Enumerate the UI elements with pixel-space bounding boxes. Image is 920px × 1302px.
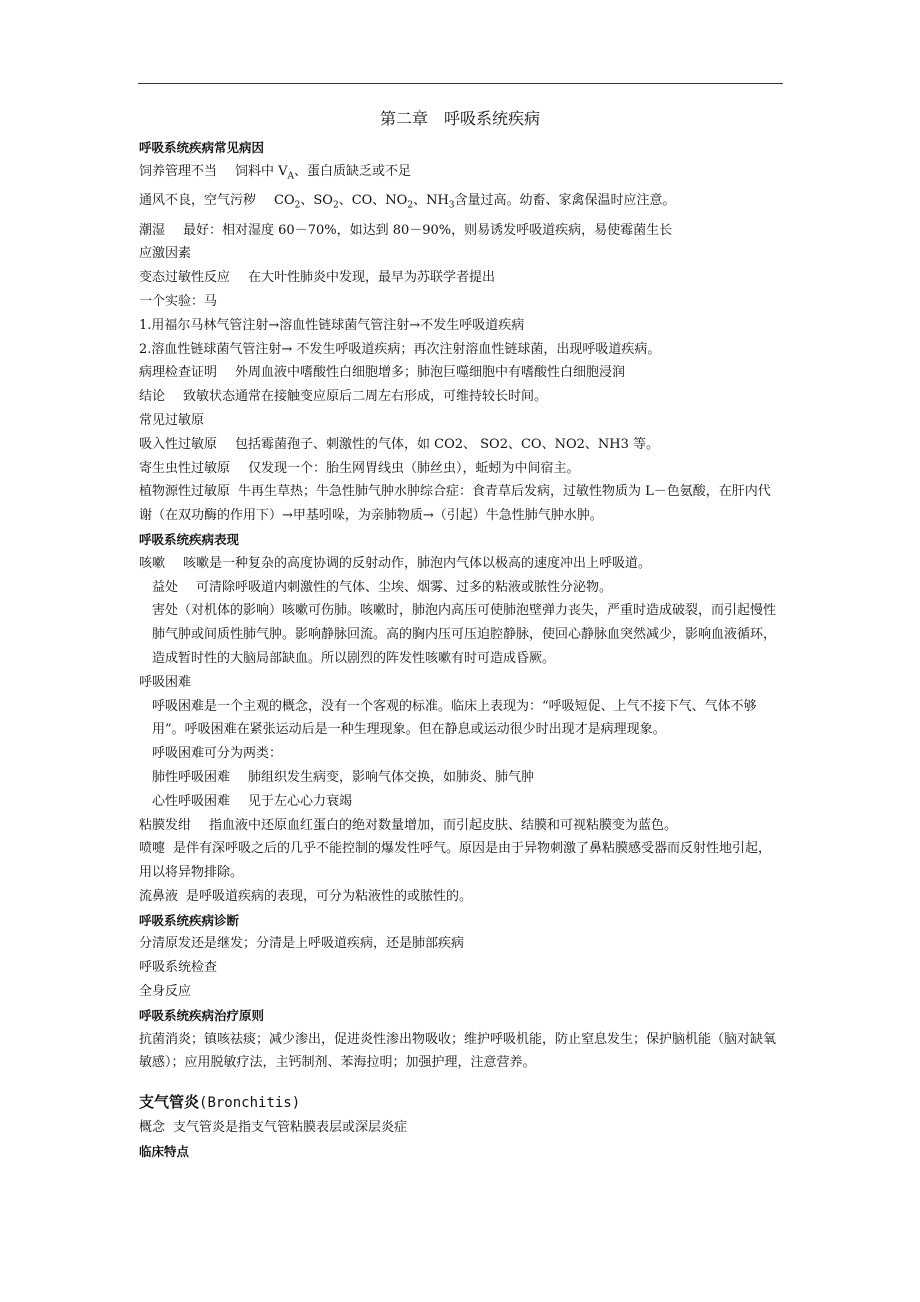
cough-harm: 害处（对机体的影响）咳嗽可伤肺。咳嗽时，肺泡内高压可使肺泡壁弹力丧失，严重时造成破裂，而引起慢性肺气肿或间质性肺气肿。影响静脉回流。高的胸内压可压迫腔静脉，使回心静脉血突然减少，影响血液循环，造成暂时性的大脑局部缺血。所以剧烈的阵发性咳嗽有时可造成昏厥。 — [152, 603, 777, 666]
section-heading-causes: 呼吸系统疾病常见病因 — [139, 140, 265, 155]
section-heading-symptoms: 呼吸系统疾病表现 — [139, 531, 240, 547]
experiment-title: 一个实验：马 — [139, 293, 218, 309]
symptom-cough: 咳嗽 咳嗽是一种复杂的高度协调的反射动作，肺泡内气体以极高的速度冲出上呼吸道。 — [139, 555, 652, 571]
bronchitis-concept: 概念 支气管炎是指支气管粘膜表层或深层炎症 — [139, 1120, 408, 1136]
chapter-name: 呼吸系统疾病 — [444, 109, 541, 128]
pathology-evidence: 病理检查证明 外周血液中嗜酸性白细胞增多；肺泡巨噬细胞中有嗜酸性白细胞浸润 — [139, 365, 626, 381]
allergen-plant: 植物源性过敏原 牛再生草热；牛急性肺气肿水肿综合症：食青草后发病，过敏性物质为 L－色氨酸，在肝内代谢（在双功酶的作用下）→甲基吲哚，为亲肺物质→（引起）牛急性肺气肿水肿。 — [139, 484, 771, 524]
symptom-cyanosis: 粘膜发绀 指血液中还原血红蛋白的绝对数量增加，而引起皮肤、结膜和可视粘膜变为蓝色。 — [139, 817, 678, 833]
section-heading-treatment: 呼吸系统疾病治疗原则 — [139, 1007, 265, 1023]
allergen-parasite: 寄生虫性过敏原 仅发现一个：胎生网胃线虫（肺丝虫），蚯蚓为中间宿主。 — [139, 460, 580, 476]
cough-benefit: 益处 可清除呼吸道内刺激性的气体、尘埃、烟雾、过多的粘液或脓性分泌物。 — [152, 579, 613, 595]
treatment-principles: 抗菌消炎；镇咳祛痰；减少渗出，促进炎性渗出物吸收；维护呼吸机能，防止窒息发生；保护脑机能（脑对缺氧敏感）；应用脱敏疗法，主钙制剂、苯海拉明；加强护理，注意营养。 — [139, 1031, 777, 1071]
diagnosis-line-3: 全身反应 — [139, 984, 192, 1000]
allergens-title: 常见过敏原 — [139, 412, 205, 428]
section-heading-clinical: 临床特点 — [139, 1143, 190, 1159]
diagnosis-line-1: 分清原发还是继发；分清是上呼吸道疾病，还是肺部疾病 — [139, 936, 465, 952]
symptom-nasal-discharge: 流鼻液 是呼吸道疾病的表现，可分为粘液性的或脓性的。 — [139, 888, 473, 904]
dyspnea-pulmonary: 肺性呼吸困难 肺组织发生病变，影响气体交换，如肺炎、肺气肿 — [152, 769, 535, 785]
symptom-dyspnea: 呼吸困难 — [139, 674, 192, 690]
diagnosis-line-2: 呼吸系统检查 — [139, 960, 218, 976]
allergen-inhaled: 吸入性过敏原 包括霉菌孢子、刺激性的气体，如 CO2、 SO2、CO、NO2、NH3 等。 — [139, 436, 660, 452]
cause-stress: 应激因素 — [139, 246, 192, 262]
experiment-step-1: 1.用福尔马林气管注射→溶血性链球菌气管注射→不发生呼吸道疾病 — [139, 317, 525, 333]
cause-ventilation: 通风不良，空气污秽 $CO_2$、$SO_2$、CO、$NO_2$、$NH_3$含量过高。幼畜、家禽保温时应注意。 — [139, 193, 676, 211]
chapter-number: 第二章 — [379, 109, 428, 128]
chapter-title — [139, 108, 781, 130]
dyspnea-types: 呼吸困难可分为两类： — [152, 746, 283, 762]
experiment-step-2: 2.溶血性链球菌气管注射→ 不发生呼吸道疾病；再次注射溶血性链球菌，出现呼吸道疾病。 — [139, 341, 661, 357]
section-heading-diagnosis: 呼吸系统疾病诊断 — [139, 912, 240, 928]
header-rule — [138, 83, 783, 84]
dyspnea-cardiac: 心性呼吸困难 见于左心心力衰竭 — [152, 793, 353, 809]
document-page — [139, 108, 781, 1164]
dyspnea-definition: 呼吸困难是一个主观的概念，没有一个客观的标准。临床上表现为：“呼吸短促、上气不接下气、气体不够用”。呼吸困难在紧张运动后是一种生理现象。但在静息或运动很少时出现才是病理现象。 — [152, 698, 757, 738]
symptom-sneeze: 喷嚏 是伴有深呼吸之后的几乎不能控制的爆发性呼气。原因是由于异物刺激了鼻粘膜感受器而反射性地引起，用以将异物排除。 — [139, 841, 772, 881]
conclusion: 结论 致敏状态通常在接触变应原后二周左右形成，可维持较长时间。 — [139, 389, 548, 405]
cause-feeding: 饲养管理不当 饲料中 $V_A$、蛋白质缺乏或不足 — [139, 163, 412, 182]
cause-humidity: 潮湿 最好：相对湿度 60－70%，如达到 80－90%，则易诱发呼吸道疾病，易使霉菌生长 — [139, 222, 673, 238]
cause-allergy: 变态过敏性反应 在大叶性肺炎中发现，最早为苏联学者提出 — [139, 270, 496, 286]
bronchitis-title: 支气管炎(Bronchitis) — [139, 1093, 301, 1112]
